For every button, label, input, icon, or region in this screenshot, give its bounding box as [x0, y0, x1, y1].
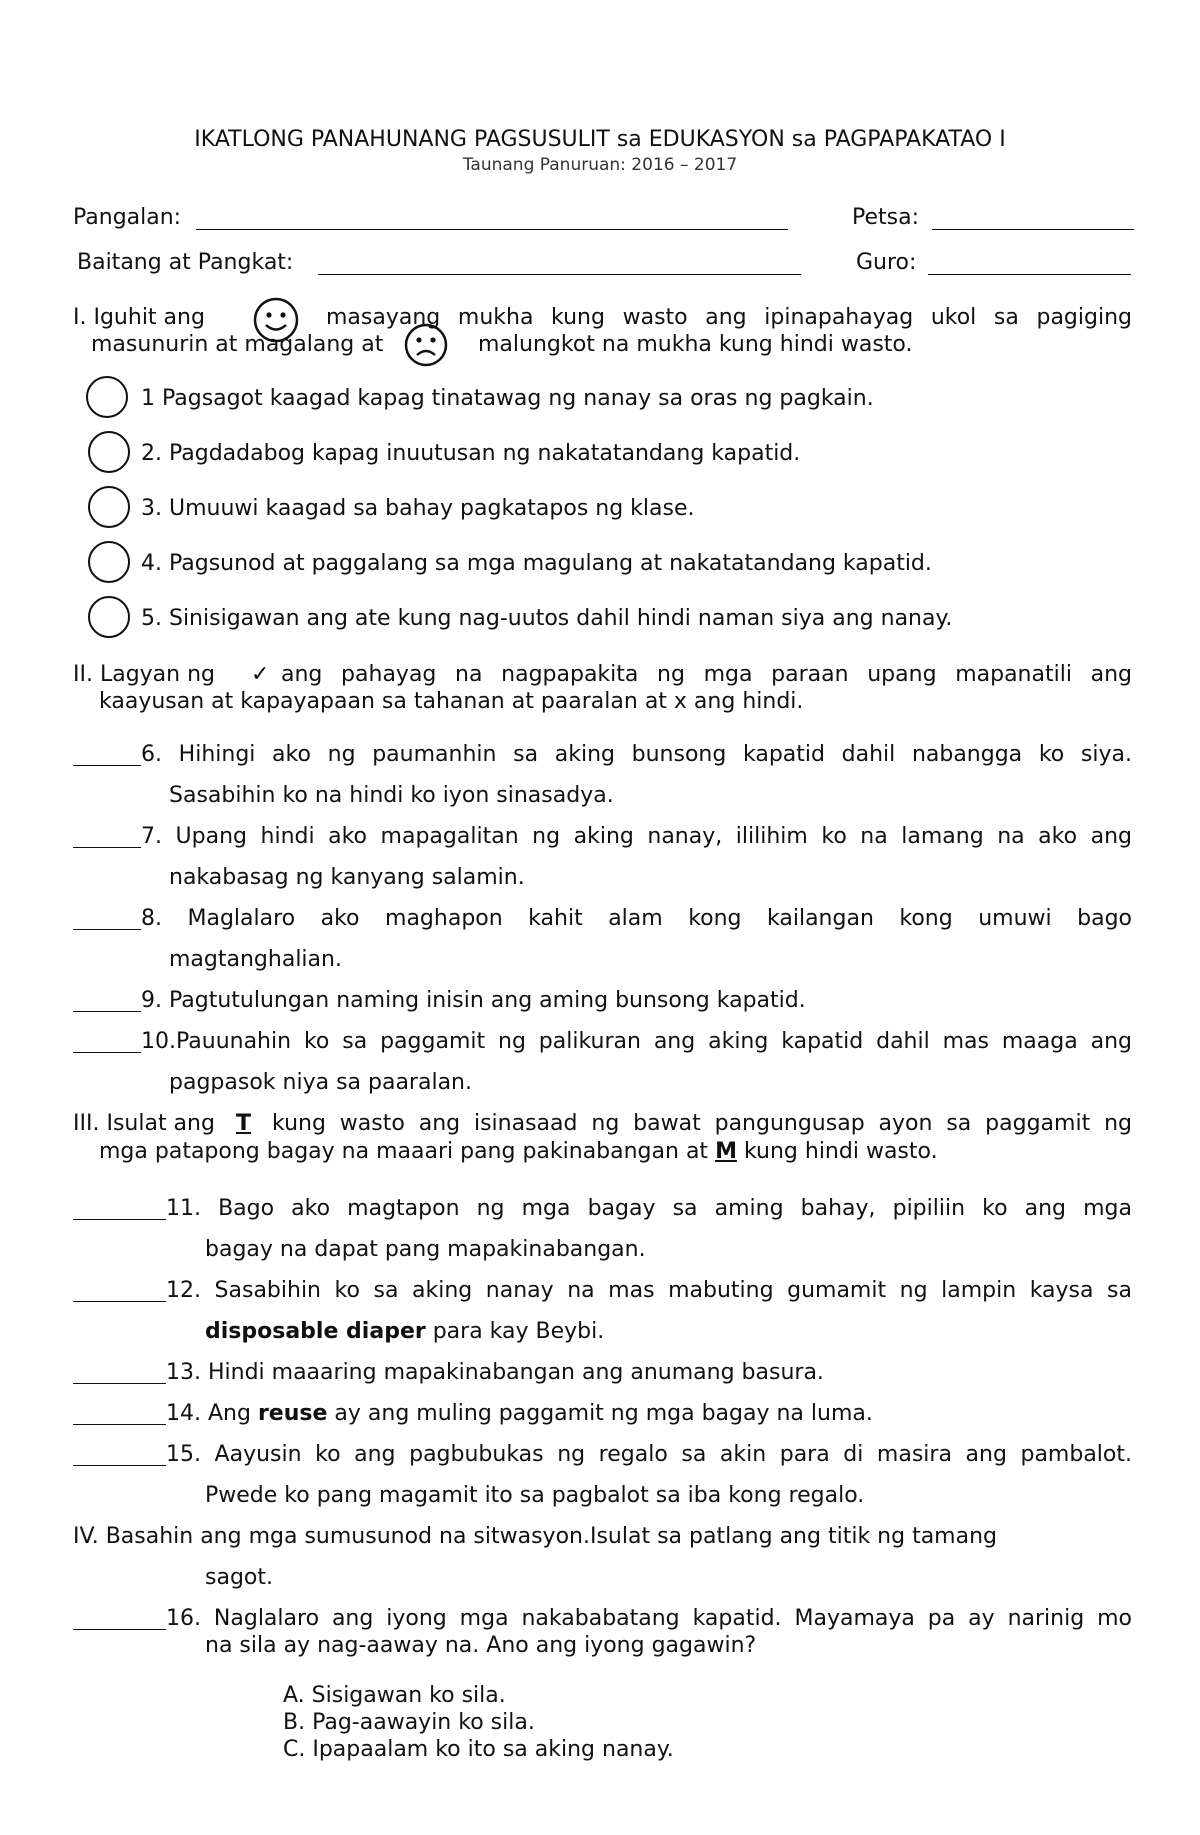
part4-item-16-line1: 16. Naglalaro ang iyong mga nakababatang kapatid. Mayamaya pa ay narinig mo [166, 1606, 1132, 1631]
part3-item-15-line2: Pwede ko pang magamit ito sa pagbalot sa iba kong regalo. [205, 1483, 865, 1508]
part3-instruction-start: III. Isulat ang [73, 1111, 215, 1136]
part1-item-2: 2. Pagdadabog kapag inuutusan ng nakatatandang kapatid. [141, 441, 801, 466]
choice-a: A. Sisigawan ko sila. [283, 1683, 506, 1708]
part4-instruction-line1: IV. Basahin ang mga sumusunod na sitwasyon.Isulat sa patlang ang titik ng tamang [73, 1524, 997, 1549]
answer-circle-3[interactable] [88, 486, 130, 528]
answer-blank-9[interactable] [73, 1011, 141, 1012]
answer-blank-15[interactable] [73, 1465, 166, 1466]
answer-circle-2[interactable] [88, 431, 130, 473]
part2-item-9: 9. Pagtutulungan naming inisin ang aming bunsong kapatid. [141, 988, 806, 1013]
choice-c: C. Ipapaalam ko ito sa aking nanay. [283, 1737, 674, 1762]
part4-instruction-line2: sagot. [205, 1565, 273, 1590]
part2-item-6-line2: Sasabihin ko na hindi ko iyon sinasadya. [169, 783, 614, 808]
date-label: Petsa: [852, 205, 919, 230]
part2-instruction-end: kaayusan at kapayapaan sa tahanan at paaralan at x ang hindi. [99, 689, 804, 714]
part2-item-10-line1: 10.Pauunahin ko sa paggamit ng palikuran ang aking kapatid dahil mas maaga ang [141, 1029, 1132, 1054]
part2-instruction-mid: ang pahayag na nagpapakita ng mga paraan upang mapanatili ang [281, 662, 1132, 687]
answer-blank-11[interactable] [73, 1219, 166, 1220]
part3-item-15-line1: 15. Aayusin ko ang pagbubukas ng regalo sa akin para di masira ang pambalot. [166, 1442, 1132, 1467]
part3-instruction-mid: kung wasto ang isinasaad ng bawat pangungusap ayon sa paggamit ng [272, 1111, 1132, 1136]
answer-blank-12[interactable] [73, 1301, 166, 1302]
sad-face-icon [403, 322, 449, 368]
check-mark-icon: ✓ [251, 662, 270, 687]
part1-item-5: 5. Sinisigawan ang ate kung nag-uutos dahil hindi naman siya ang nanay. [141, 606, 953, 631]
answer-blank-13[interactable] [73, 1383, 166, 1384]
part1-instruction-cont: masunurin at magalang at [91, 332, 384, 357]
part3-item-12-line2 [205, 1319, 604, 1344]
disposable-diaper-term: disposable diaper [205, 1319, 426, 1344]
answer-circle-1[interactable] [86, 376, 128, 418]
part2-item-6-line1: 6. Hihingi ako ng paumanhin sa aking bunsong kapatid dahil nabangga ko siya. [141, 742, 1132, 767]
part2-item-8-line2: magtanghalian. [169, 947, 342, 972]
part2-item-7-line2: nakabasag ng kanyang salamin. [169, 865, 525, 890]
part3-instruction-end: kung hindi wasto. [743, 1139, 938, 1164]
m-letter: M [715, 1139, 737, 1164]
part2-item-7-line1: 7. Upang hindi ako mapagalitan ng aking nanay, ililihim ko na lamang na ako ang [141, 824, 1132, 849]
answer-blank-8[interactable] [73, 929, 141, 930]
choice-b: B. Pag-aawayin ko sila. [283, 1710, 535, 1735]
page-title: IKATLONG PANAHUNANG PAGSUSULIT sa EDUKASYON sa PAGPAPAKATAO I [194, 127, 1006, 152]
part3-instruction-line1 [73, 1111, 1132, 1136]
grade-field[interactable] [318, 274, 801, 275]
part2-instruction-start: II. Lagyan ng [73, 662, 216, 687]
part3-item-11-line2: bagay na dapat pang mapakinabangan. [205, 1237, 646, 1262]
part1-instruction-mid: masayang mukha kung wasto ang ipinapahayag ukol sa pagiging [326, 305, 1132, 330]
teacher-label: Guro: [856, 250, 917, 275]
part1-instruction-end: malungkot na mukha kung hindi wasto. [478, 332, 913, 357]
reuse-term: reuse [257, 1401, 328, 1426]
part2-item-8-line1: 8. Maglalaro ako maghapon kahit alam kong kailangan kong umuwi bago [141, 906, 1132, 931]
part3-item-11-line1: 11. Bago ako magtapon ng mga bagay sa aming bahay, pipiliin ko ang mga [166, 1196, 1132, 1221]
name-field[interactable] [196, 229, 788, 230]
school-year: Taunang Panuruan: 2016 – 2017 [462, 155, 738, 175]
part3-instruction-cont: mga patapong bagay na maaari pang pakinabangan at [99, 1139, 709, 1164]
part1-item-1: 1 Pagsagot kaagad kapag tinatawag ng nanay sa oras ng pagkain. [141, 386, 874, 411]
name-label: Pangalan: [73, 205, 182, 230]
answer-blank-14[interactable] [73, 1424, 166, 1425]
part3-item-12-line1: 12. Sasabihin ko sa aking nanay na mas mabuting gumamit ng lampin kaysa sa [166, 1278, 1132, 1303]
answer-blank-6[interactable] [73, 765, 141, 766]
answer-blank-16[interactable] [73, 1629, 166, 1630]
part3-item-13: 13. Hindi maaaring mapakinabangan ang anumang basura. [166, 1360, 824, 1385]
answer-circle-4[interactable] [88, 541, 130, 583]
part3-item-12-end: para kay Beybi. [432, 1319, 605, 1344]
part3-instruction-line2 [99, 1139, 938, 1164]
answer-circle-5[interactable] [88, 596, 130, 638]
part1-item-3: 3. Umuuwi kaagad sa bahay pagkatapos ng klase. [141, 496, 695, 521]
part4-item-16-line2: na sila ay nag-aaway na. Ano ang iyong gagawin? [205, 1633, 757, 1658]
teacher-field[interactable] [928, 274, 1131, 275]
date-field[interactable] [932, 229, 1134, 230]
part3-item-14-end: ay ang muling paggamit ng mga bagay na luma. [334, 1401, 873, 1426]
part3-item-14-start: 14. Ang [166, 1401, 251, 1426]
part1-instruction-start: I. Iguhit ang [73, 305, 205, 330]
part2-item-10-line2: pagpasok niya sa paaralan. [169, 1070, 472, 1095]
part3-item-14 [166, 1401, 873, 1426]
answer-blank-7[interactable] [73, 847, 141, 848]
t-letter: T [235, 1111, 251, 1136]
grade-label: Baitang at Pangkat: [77, 250, 294, 275]
answer-blank-10[interactable] [73, 1052, 141, 1053]
part1-item-4: 4. Pagsunod at paggalang sa mga magulang at nakatatandang kapatid. [141, 551, 932, 576]
